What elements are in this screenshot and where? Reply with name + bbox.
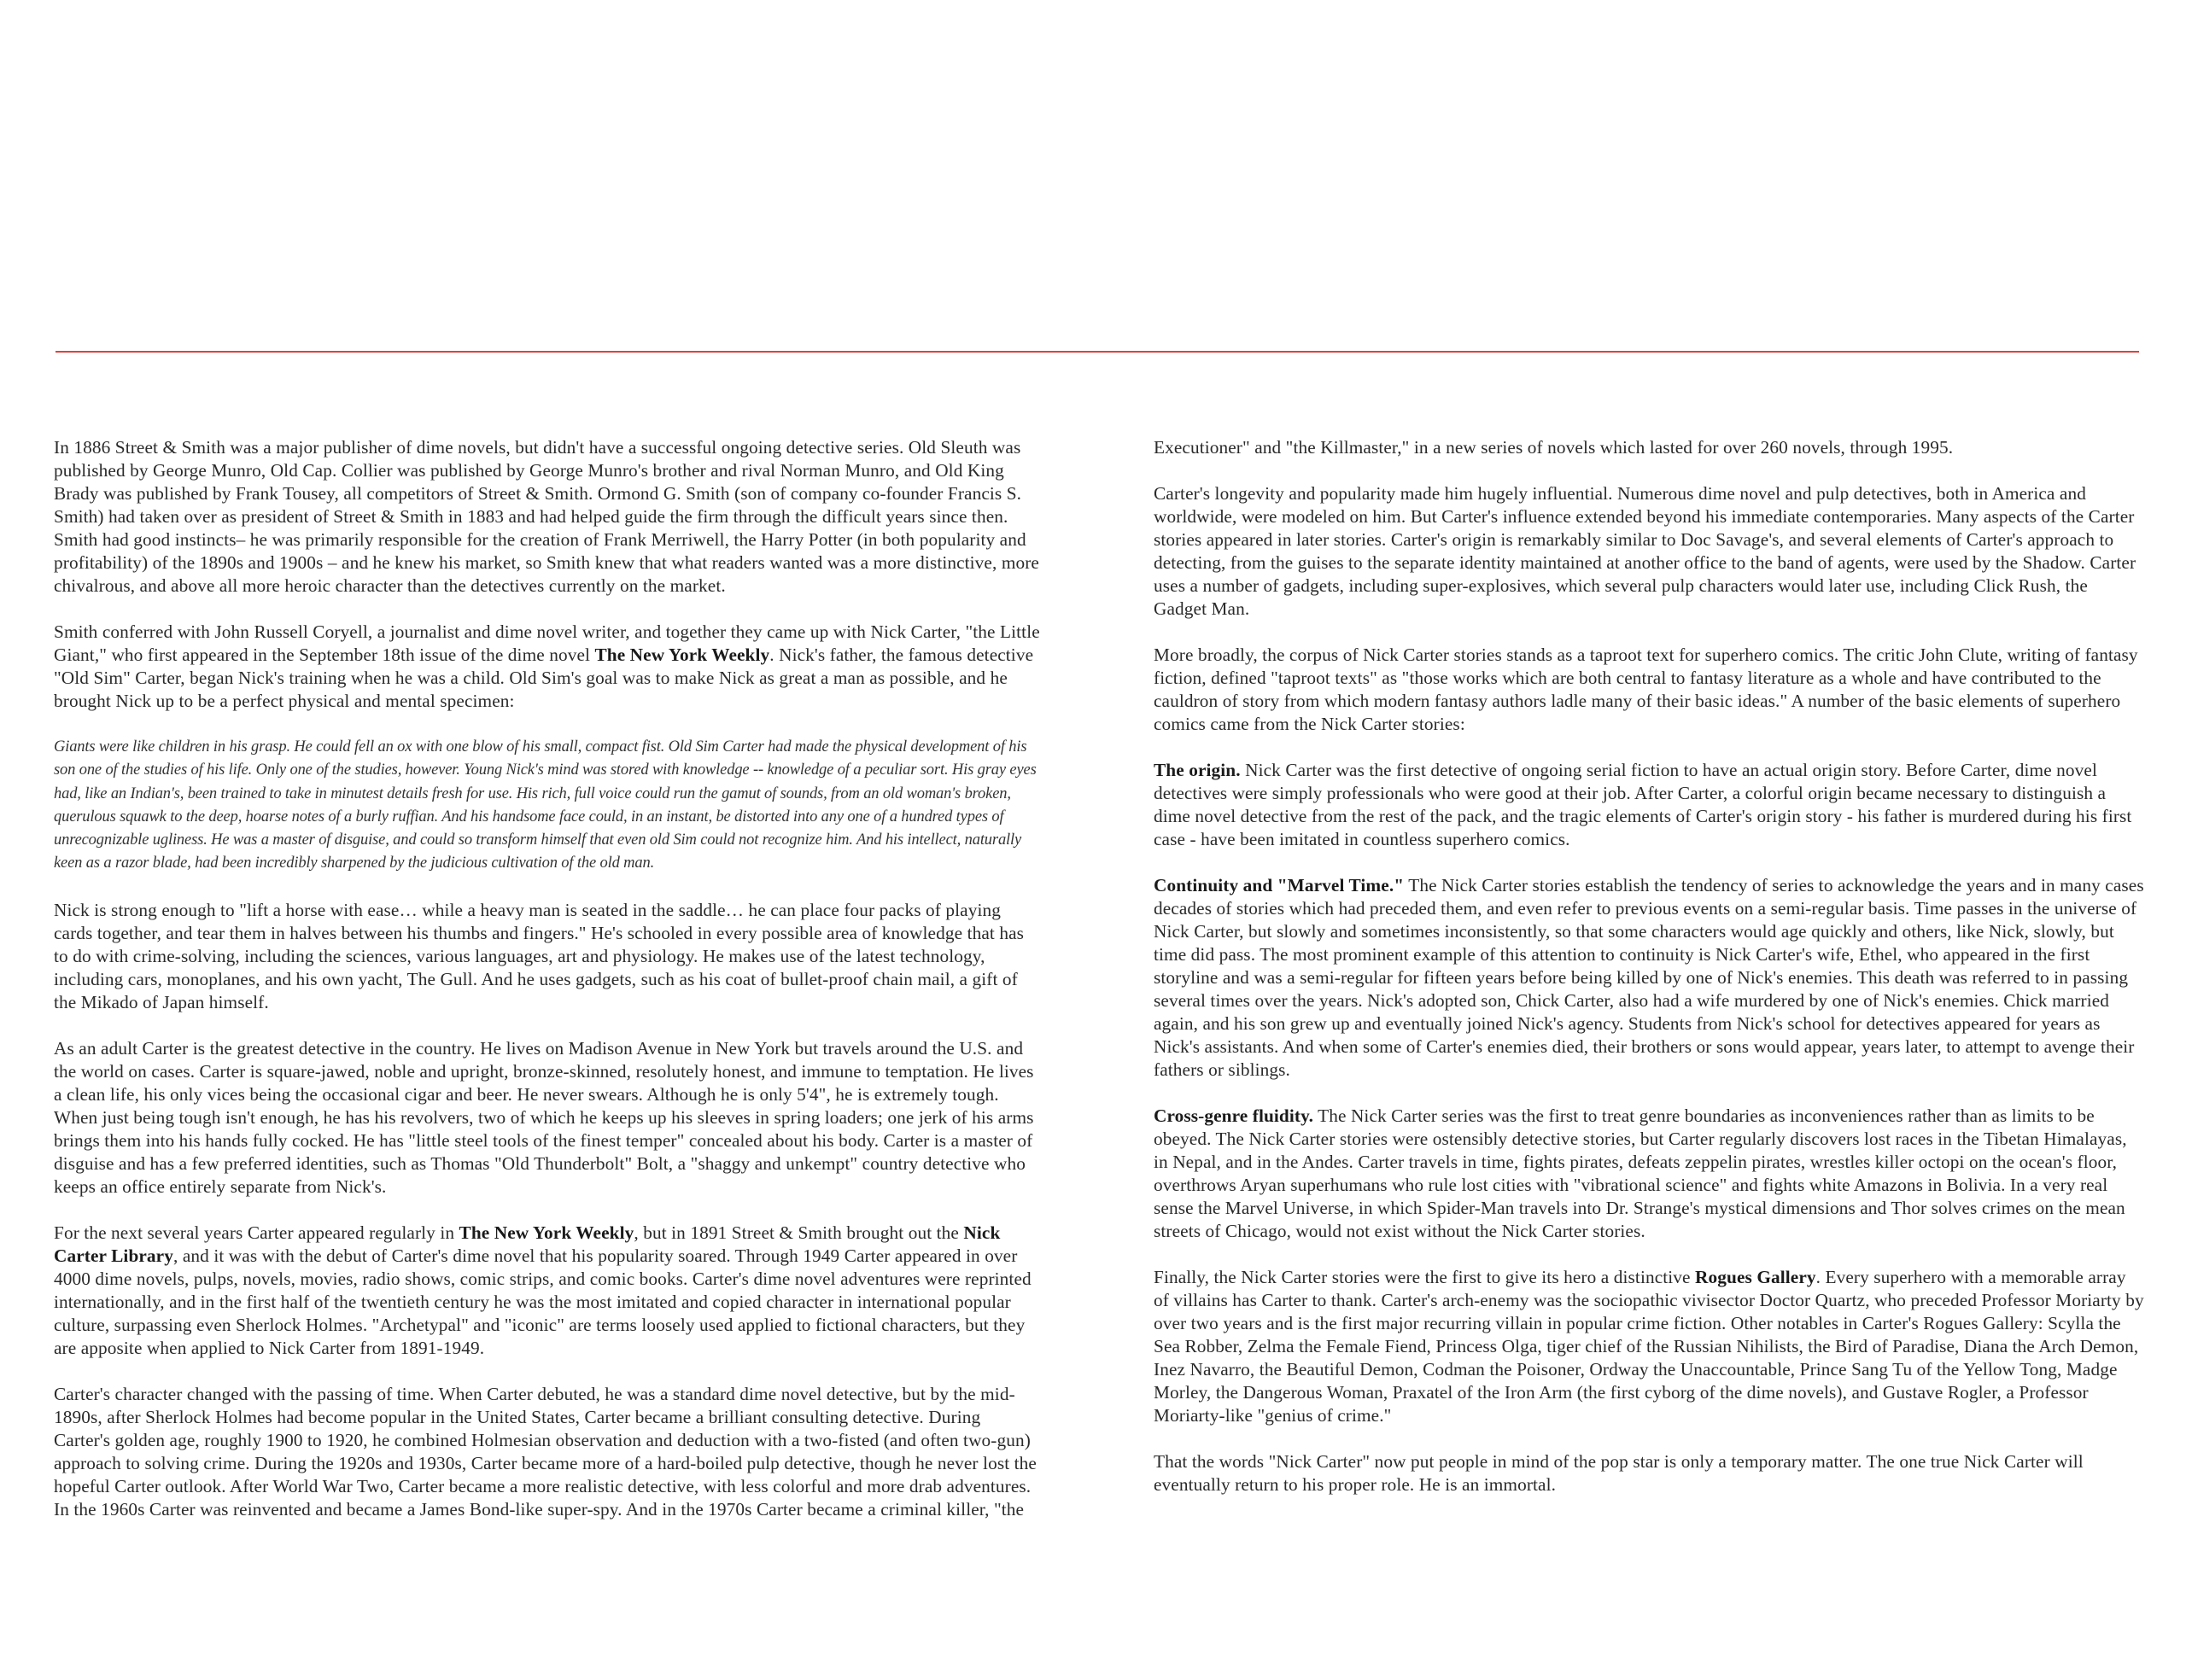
right-column [1154,436,2144,1520]
text: . Every superhero with a memorable array of villains has Carter to thank. Carter's arch-enemy was the sociopathic vivisector Doctor Quartz, who preceded Professor Moriarty by over two years and is the first major recurring villain in popular crime fiction. Other notables in Carter's Rogues Gallery: Scylla the Sea Robber, Zelma the Female Fiend, Princess Olga, tiger chief of the Russian Nihilists, the Bird of Paradise, Diana the Arch Demon, Inez Navarro, the Beautiful Demon, Codman the Poisoner, Ordway the Unaccountable, Prince Sang Tu of the Yellow Tong, Madge Morley, the Dangerous Woman, Praxatel of the Iron Arm (the first cyborg of the dime novels), and Gustave Rogler, a Professor Moriarty-like "genius of crime." [1154,1267,2144,1426]
publication-title: The New York Weekly [594,645,770,665]
text: The Nick Carter stories establish the tendency of series to acknowledge the years and in many cases decades of stories which had preceded them, and even refer to previous events on a semi-regular basis. Time passes in the universe of Nick Carter, but slowly and sometimes inconsistently, so that some characters would age quickly and others, like Nick, slowly, but time did pass. The most prominent example of this attention to continuity is Nick Carter's wife, Ethel, who appeared in the first storyline and was a semi-regular for fifteen years before being killed by one of Nick's enemies. This death was referred to in passing several times over the years. Nick's adopted son, Chick Carter, also had a wife murdered by one of Nick's enemies. Chick married again, and his son grew up and eventually joined Nick's agency. Students from Nick's school for detectives appeared for years as Nick's assistants. And when some of Carter's enemies died, their brothers or sons would appear, years later, to attempt to avenge their fathers or siblings. [1154,875,2144,1080]
paragraph-taproot: More broadly, the corpus of Nick Carter stories stands as a taproot text for superhero comics. The critic John Clute, writing of fantasy fiction, defined "taproot texts" as "those works which are both central to fantasy literature as a whole and have contributed to the cauldron of story from which modern fantasy authors ladle many of their basic ideas." A number of the basic elements of superhero comics came from the Nick Carter stories: [1154,645,2138,734]
text: The Nick Carter series was the first to treat genre boundaries as inconveniences rather than as limits to be obeyed. The Nick Carter stories were ostensibly detective stories, but Carter regularly discovers lost races in the Tibetan Himalayas, in Nepal, and in the Andes. Carter travels in time, fights pirates, defeats zeppelin pirates, wrestles killer octopi on the ocean's floor, overthrows Aryan superhumans who rule lost cities with "vibrational science" and fights white Amazons in Bolivia. In a very real sense the Marvel Universe, in which Spider-Man travels into Dr. Strange's mystical dimensions and Thor solves crimes on the mean streets of Chicago, would not exist without the Nick Carter stories. [1154,1105,2127,1241]
text: Nick Carter was the first detective of ongoing serial fiction to have an actual origin story. Before Carter, dime novel detectives were simply professionals who were good at their job. After Carter, a colorful origin became necessary to distinguish a dime novel detective from the rest of the pack, and the tragic elements of Carter's origin story - his father is murdered during his first case - have been imitated in countless superhero comics. [1154,760,2132,849]
left-column [54,436,1041,1544]
paragraph-character-change: Carter's character changed with the passing of time. When Carter debuted, he was a standard dime novel detective, but by the mid-1890s, after Sherlock Holmes had become popular in the United States, Carter became a brilliant consulting detective. During Carter's golden age, roughly 1900 to 1920, he combined Holmesian observation and deduction with a two-fisted (and often two-gun) approach to solving crime. During the 1920s and 1930s, Carter became more of a hard-boiled pulp detective, though he never lost the hopeful Carter outlook. After World War Two, Carter became a more realistic detective, with less colorful and more drab adventures. In the 1960s Carter was reinvented and became a James Bond-like super-spy. And in the 1970s Carter became a criminal killer, "the [54,1383,1037,1520]
paragraph-street-smith: In 1886 Street & Smith was a major publisher of dime novels, but didn't have a successful ongoing detective series. Old Sleuth was published by George Munro, Old Cap. Collier was published by George Munro's brother and rival Norman Munro, and Old King Brady was published by Frank Tousey, all competitors of Street & Smith. Ormond G. Smith (son of company co-founder Francis S. Smith) had taken over as president of Street & Smith in 1883 and had helped guide the firm through the difficult years since then. Smith had good instincts– he was primarily responsible for the creation of Frank Merriwell, the Harry Potter (in both popularity and profitability) of the 1890s and 1900s – and he knew his market, so Smith knew that what readers wanted was a more distinctive, more chivalrous, and above all more heroic character than the detectives currently on the market. [54,437,1039,596]
text: Finally, the Nick Carter stories were the first to give its hero a distinctive [1154,1267,1696,1287]
text: Smith conferred with John Russell Coryell, a journalist and dime novel writer, and together they came up with Nick Carter, "the Little Giant," who first appeared in the September 18th issue of the dime novel [54,621,1040,665]
text: , but in 1891 Street & Smith brought out the [634,1222,964,1243]
section-heading: Continuity and "Marvel Time." [1154,875,1405,895]
paragraph-popularity [54,1222,1041,1360]
section-heading: Rogues Gallery [1695,1267,1816,1287]
paragraph-executioner: Executioner" and "the Killmaster," in a new series of novels which lasted for over 260 novels, through 1995. [1154,437,1954,458]
paragraph-strength: Nick is strong enough to "lift a horse with ease… while a heavy man is seated in the saddle… he can place four packs of playing cards together, and tear them in halves between his thumbs and fingers." He's schooled in every possible area of knowledge that has to do with crime-solving, including the sciences, various languages, art and physiology. He makes use of the latest technology, including cars, monoplanes, and his own yacht, The Gull. And he uses gadgets, such as his coat of bullet-proof chain mail, a gift of the Mikado of Japan himself. [54,899,1025,1012]
paragraph-closing: That the words "Nick Carter" now put people in mind of the pop star is only a temporary matter. The one true Nick Carter will eventually return to his proper role. He is an immortal. [1154,1451,2084,1495]
publication-title: Nick Carter Library [54,1222,1001,1266]
paragraph-influence: Carter's longevity and popularity made him hugely influential. Numerous dime novel and pulp detectives, both in America and worldwide, were modeled on him. But Carter's influence extended beyond his immediate contemporaries. Many aspects of the Carter stories appeared in later stories. Carter's origin is remarkably similar to Doc Savage's, and several elements of Carter's approach to detecting, from the guises to the separate identity maintained at another office to the band of agents, were used by the Shadow. Carter uses a number of gadgets, including super-explosives, which several pulp characters would later use, including Click Rush, the Gadget Man. [1154,483,2136,619]
section-heading: The origin. [1154,760,1241,780]
text: . Nick's father, the famous detective "Old Sim" Carter, began Nick's training when he was a child. Old Sim's goal was to make Nick as great a man as possible, and he brought Nick up to be a perfect physical and mental specimen: [54,645,1034,711]
paragraph-rogues-gallery [1154,1266,2144,1427]
publication-title: The New York Weekly [459,1222,634,1243]
text: , and it was with the debut of Carter's dime novel that his popularity soared. Through 1949 Carter appeared in over 4000 dime novels, pulps, novels, movies, radio shows, comic strips, and comic books. Carter's dime novel adventures were reprinted internationally, and in the first half of the twentieth century he was the most imitated and copied character in international popular culture, surpassing even Sherlock Holmes. "Archetypal" and "iconic" are terms loosely used applied to fictional characters, but they are apposite when applied to Nick Carter from 1891-1949. [54,1245,1032,1358]
section-heading: Cross-genre fluidity. [1154,1105,1314,1126]
paragraph-coryell [54,621,1041,713]
text: For the next several years Carter appeared regularly in [54,1222,459,1243]
paragraph-cross-genre [1154,1105,2144,1243]
header-rule [56,351,2139,353]
paragraph-adult-carter: As an adult Carter is the greatest detective in the country. He lives on Madison Avenue in New York but travels around the U.S. and the world on cases. Carter is square-jawed, noble and upright, bronze-skinned, resolutely honest, and immune to temptation. He lives a clean life, his only vices being the occasional cigar and beer. He never swears. Although he is only 5'4", he is extremely tough. When just being tough isn't enough, he has his revolvers, two of which he keeps up his sleeves in spring loaders; one jerk of his arms brings them into his hands fully cocked. He has "little steel tools of the finest temper" concealed about his body. Carter is a master of disguise and has a few preferred identities, such as Thomas "Old Thunderbolt" Bolt, a "shaggy and unkempt" country detective who keeps an office entirely separate from Nick's. [54,1037,1034,1197]
paragraph-continuity [1154,874,2144,1082]
paragraph-origin [1154,759,2144,851]
block-quote: Giants were like children in his grasp. He could fell an ox with one blow of his small, compact fist. Old Sim Carter had made the physical development of his son one of the studies of his life. Only one of the studies, however. Young Nick's mind was stored with knowledge -- knowledge of a peculiar sort. His gray eyes had, like an Indian's, been trained to take in minutest details fresh for use. His rich, full voice could run the gamut of sounds, from an old woman's broken, querulous squawk to the deep, hoarse notes of a burly ruffian. And his handsome face could, in an instant, be distorted into any one of a hundred types of unrecognizable ugliness. He was a master of disguise, and could so transform himself that even old Sim could not recognize him. And his intellect, naturally keen as a razor blade, had been incredibly sharpened by the judicious cultivation of the old man. [54,738,1037,872]
